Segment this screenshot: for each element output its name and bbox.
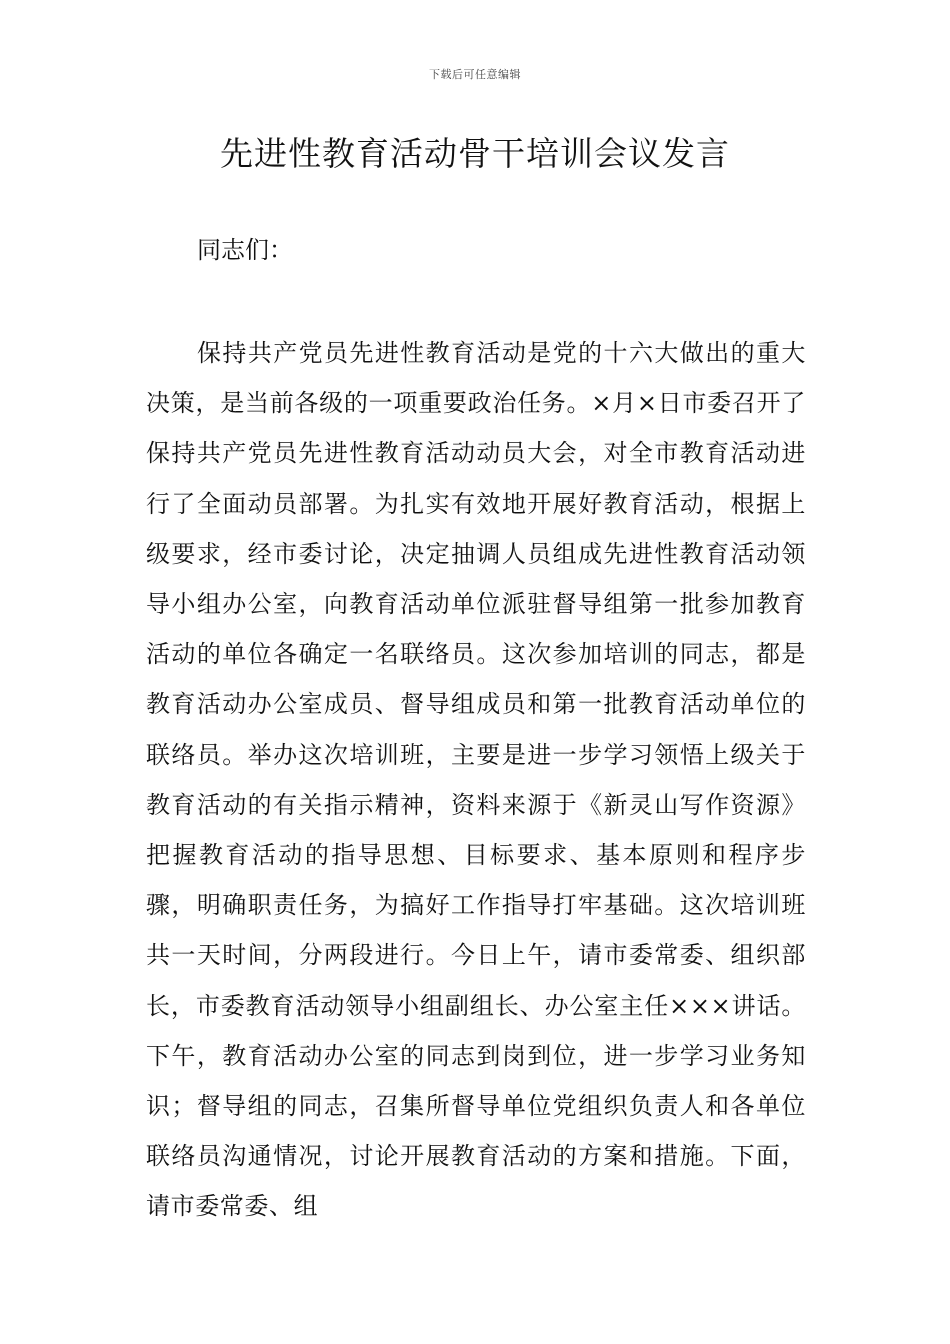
document-title: 先进性教育活动骨干培训会议发言 [220, 134, 730, 173]
header-note: 下载后可任意编辑 [429, 68, 521, 81]
body-paragraph: 保持共产党员先进性教育活动是党的十六大做出的重大决策，是当前各级的一项重要政治任务。×月×日市委召开了保持共产党员先进性教育活动动员大会，对全市教育活动进行了全面动员部署。为扎实有效地开展好教育活动，根据上级要求，经市委讨论，决定抽调人员组成先进性教育活动领导小组办公室，向教育活动单位派驻督导组第一批参加教育活动的单位各确定一名联络员。这次参加培训的同志，都是教育活动办公室成员、督导组成员和第一批教育活动单位的联络员。举办这次培训班，主要是进一步学习领悟上级关于教育活动的有关指示精神，资料来源于《新灵山写作资源》把握教育活动的指导思想、目标要求、基本原则和程序步骤，明确职责任务，为搞好工作指导打牢基础。这次培训班共一天时间，分两段进行。今日上午，请市委常委、组织部长，市委教育活动领导小组副组长、办公室主任×××讲话。下午，教育活动办公室的同志到岗到位，进一步学习业务知识；督导组的同志，召集所督导单位党组织负责人和各单位联络员沟通情况，讨论开展教育活动的方案和措施。下面，请市委常委、组 [146, 339, 806, 1221]
salutation: 同志们： [197, 236, 293, 264]
